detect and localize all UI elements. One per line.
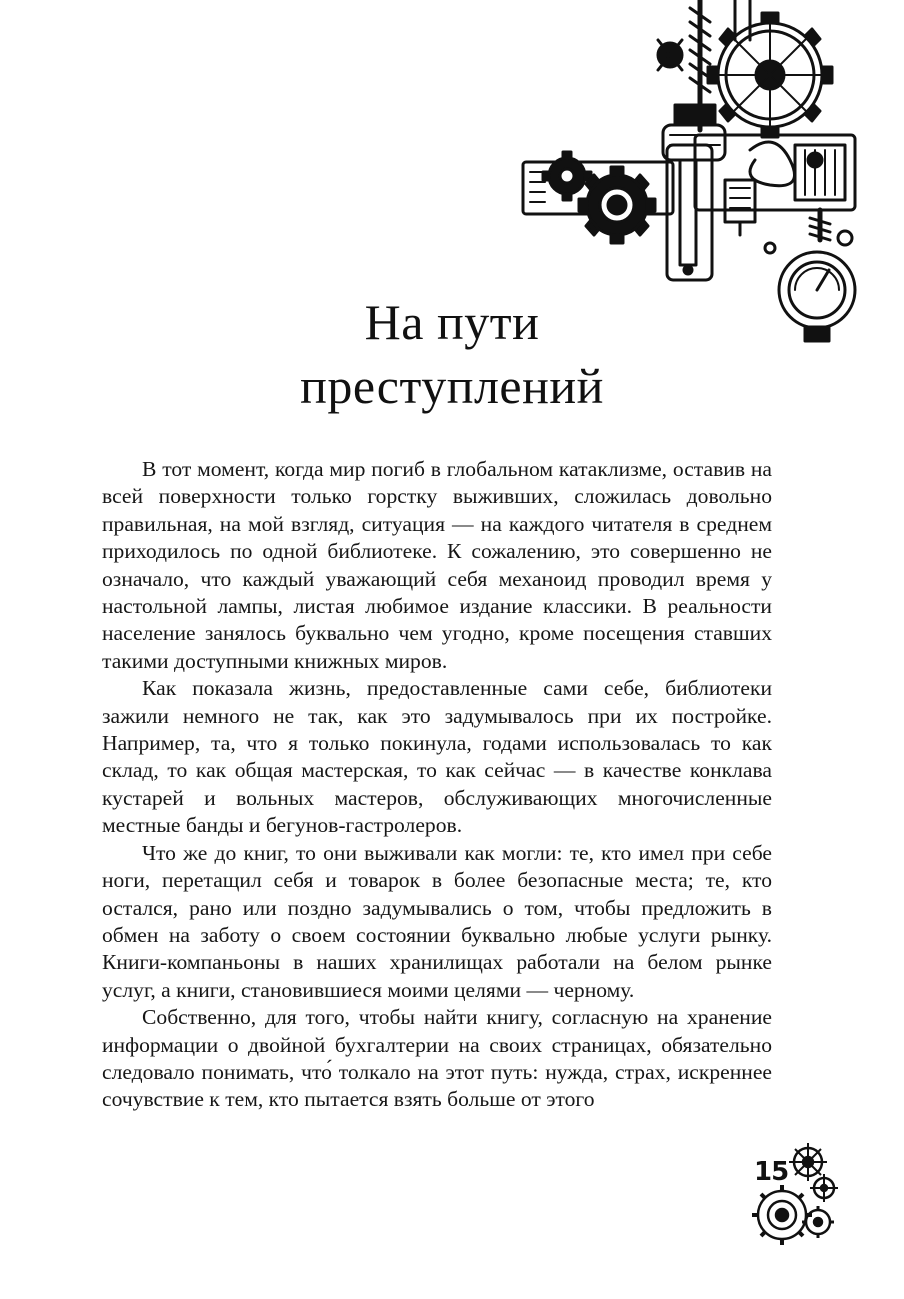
paragraph: Как показала жизнь, предоставленные сами себе, библиотеки зажили немного не так, как это задумывалось при их постройке. Например, та, что я только покинула, годами использовалась то как склад, то как общая мастерская, то как сейчас — в качестве конклава кустарей и вольных мастеров, обслуживающих многочисленные местные банды и бегунов-гастролеров.: [102, 676, 772, 838]
paragraph: Собственно, для того, чтобы найти книгу, согласную на хранение информации о двойной бухгалтерии на своих страницах, обязательно следовало понимать, что́ толкало на этот путь: нужда, страх, искреннее сочувствие к тем, кто пытается взять больше от этого: [102, 1005, 772, 1112]
chapter-title-line-1: На пути: [364, 294, 540, 350]
chapter-title: [0, 290, 904, 418]
paragraph: В тот момент, когда мир погиб в глобальном катаклизме, оставив на всей поверхности только горстку выживших, сложилась довольно правильная, на мой взгляд, ситуация — на каждого читателя в среднем приходилось по одной библиотеке. К сожалению, это совершенно не означало, что каждый уважающий себя механоид проводил время у настольной лампы, листая любимое издание классики. В реальности население занялось буквально чем угодно, кроме посещения ставших такими доступными книжных миров.: [102, 457, 772, 673]
gears-cluster-icon: [750, 1140, 845, 1250]
body-text: [102, 456, 772, 1114]
page-number: 15: [754, 1157, 789, 1187]
paragraph: Что же до книг, то они выживали как могли: те, кто имел при себе ноги, перетащил себя и товарок в более безопасные места; те, кто остался, рано или поздно задумывались о том, чтобы предложить в обмен на заботу о своем состоянии буквально любые услуги рынку. Книги-компаньоны в наших хранилищах работали на белом рынке услуг, а книги, становившиеся моими целями — черному.: [102, 840, 772, 1002]
chapter-title-line-2: преступлений: [300, 358, 604, 414]
